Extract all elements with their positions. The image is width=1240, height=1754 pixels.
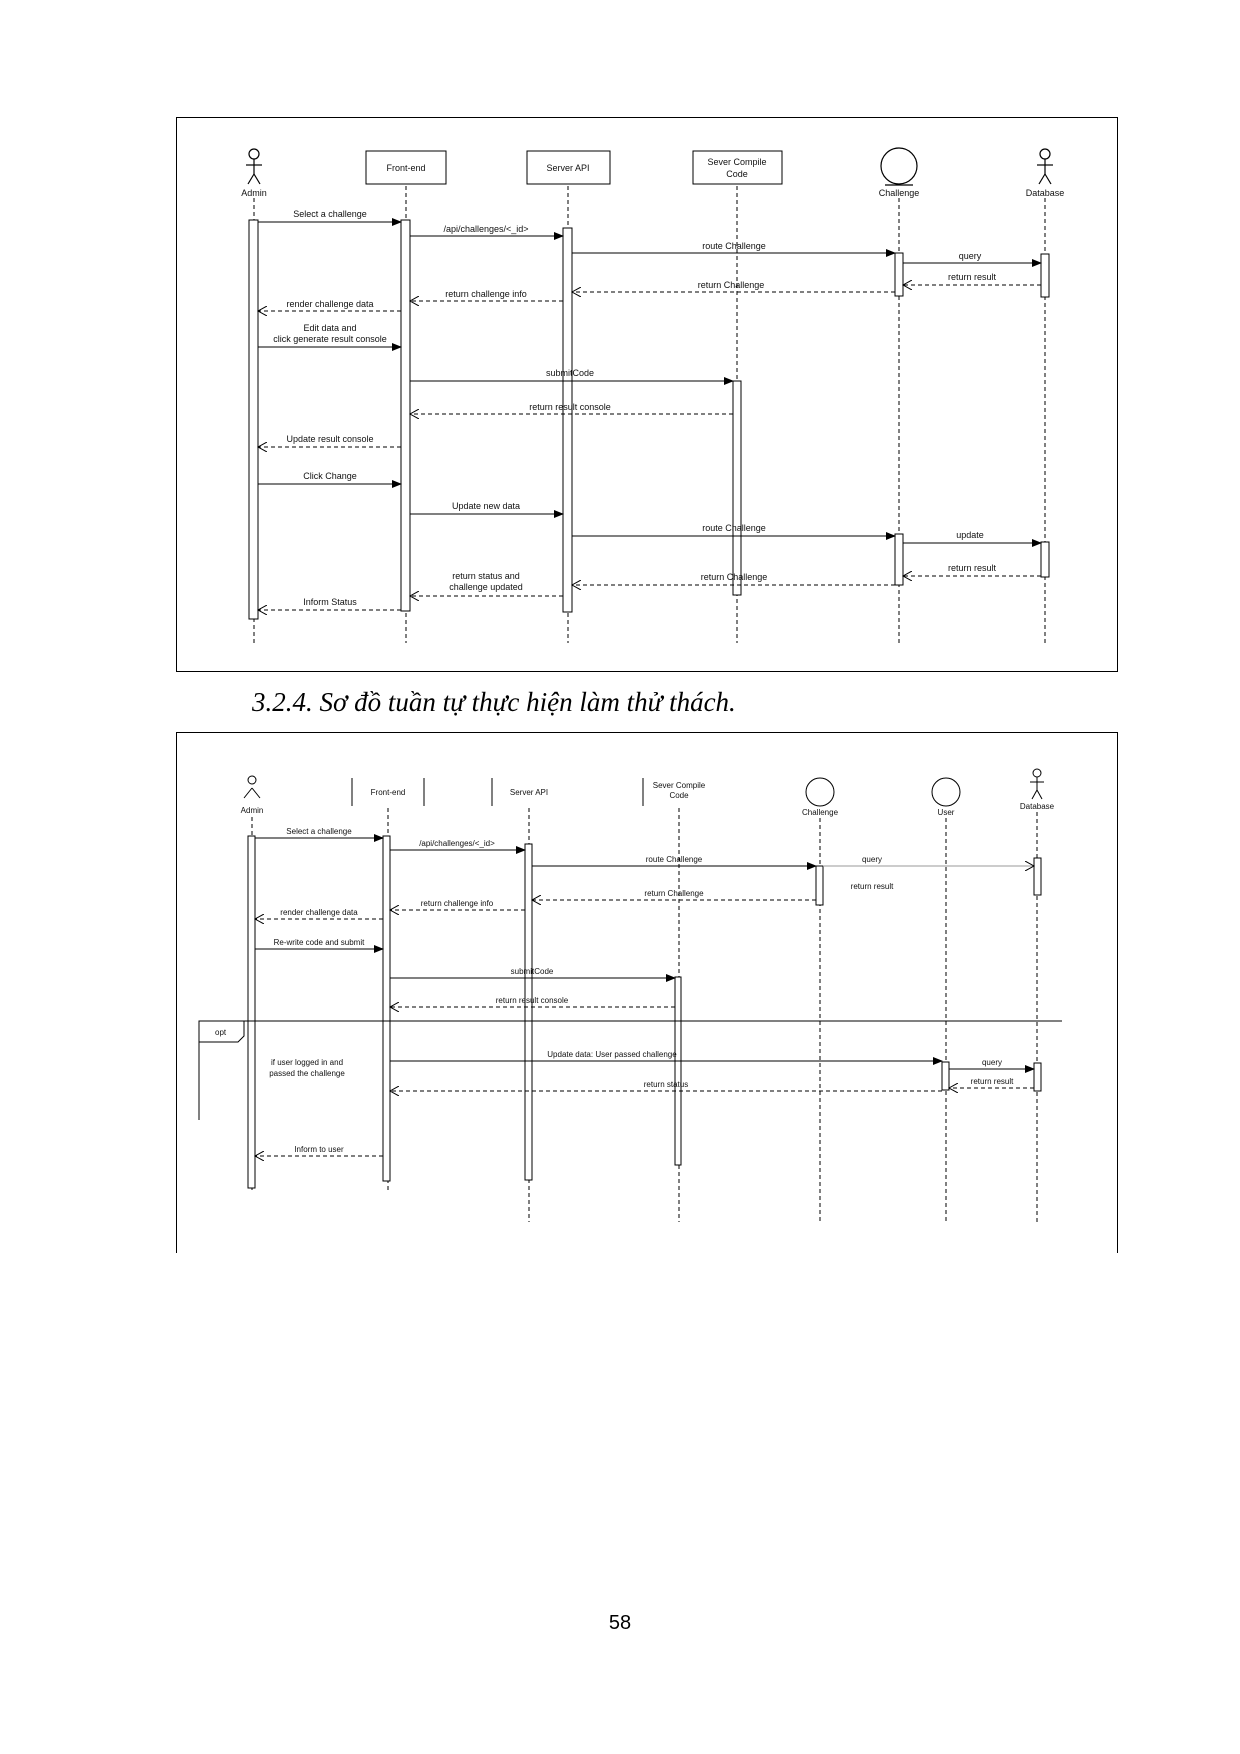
label-render-challenge-data: render challenge data <box>286 299 374 309</box>
participant-database-label-2: Database <box>1019 802 1055 811</box>
label2-render-challenge-data: render challenge data <box>280 908 358 917</box>
label-return-challenge: return Challenge <box>697 280 765 290</box>
participant-server-label-2: Server API <box>509 788 549 797</box>
label-update: update <box>956 530 984 540</box>
label-return-result: return result <box>947 272 997 282</box>
participant-admin-label: Admin <box>241 188 267 198</box>
label2-select-challenge: Select a challenge <box>286 827 352 836</box>
label2-submit-code: submitCode <box>510 967 554 976</box>
label2-return-status: return status <box>643 1080 689 1089</box>
label-edit-data-2: click generate result console <box>273 334 387 344</box>
label2-return-result: return result <box>850 882 894 891</box>
participant-compile-label-2: Code <box>726 169 748 179</box>
entity-challenge-icon-2 <box>806 778 834 806</box>
participant-compile-label-2b: Code <box>669 791 689 800</box>
participant-challenge-label: Challenge <box>878 188 920 198</box>
label-return-challenge-info: return challenge info <box>445 289 527 299</box>
activation-database-2b <box>1034 1063 1041 1091</box>
label-edit-data-1: Edit data and <box>303 323 357 333</box>
activation-admin-2 <box>248 836 255 1188</box>
activation-challenge-2 <box>816 866 823 905</box>
label-route-challenge-2: route Challenge <box>702 523 766 533</box>
fragment-guard-1: if user logged in and <box>270 1058 344 1067</box>
label2-query-user: query <box>981 1058 1003 1067</box>
label-query: query <box>958 251 982 261</box>
label2-return-challenge: return Challenge <box>644 889 704 898</box>
label-select-challenge: Select a challenge <box>293 209 367 219</box>
page-number: 58 <box>608 1612 632 1634</box>
actor-database-2 <box>1030 769 1044 799</box>
participant-server-label: Server API <box>546 163 590 173</box>
label-route-challenge: route Challenge <box>702 241 766 251</box>
participant-frontend-label: Front-end <box>386 163 426 173</box>
label-update-result-console: Update result console <box>286 434 374 444</box>
label2-route-challenge: route Challenge <box>645 855 703 864</box>
fragment-guard-2: passed the challenge <box>269 1069 345 1078</box>
label-return-challenge-2: return Challenge <box>700 572 768 582</box>
label-return-status-1: return status and <box>452 571 520 581</box>
label2-query: query <box>861 855 883 864</box>
label-return-status-2: challenge updated <box>449 582 523 592</box>
label-return-result-console: return result console <box>529 402 611 412</box>
label-click-change: Click Change <box>303 471 357 481</box>
label-return-result-2: return result <box>947 563 997 573</box>
label-update-new-data: Update new data <box>451 501 521 511</box>
activation-compile-2 <box>675 977 681 1165</box>
label2-return-result-console: return result console <box>495 996 569 1005</box>
participant-admin-label-2: Admin <box>240 806 264 815</box>
label-inform-status: Inform Status <box>303 597 357 607</box>
participant-user-label: User <box>937 808 955 817</box>
activation-frontend-2 <box>383 836 390 1181</box>
label2-update-data: Update data: User passed challenge <box>547 1050 677 1059</box>
label2-inform-user: Inform to user <box>294 1145 344 1154</box>
participant-frontend-label-2: Front-end <box>370 788 406 797</box>
label2-api-challenges: /api/challenges/<_id> <box>419 839 495 848</box>
participant-compile-label-2a: Sever Compile <box>652 781 706 790</box>
participant-database-label: Database <box>1025 188 1065 198</box>
activation-user-2 <box>942 1062 949 1090</box>
entity-user-icon <box>932 778 960 806</box>
label2-return-result-user: return result <box>970 1077 1014 1086</box>
label2-return-challenge-info: return challenge info <box>420 899 494 908</box>
participant-compile-label-1: Sever Compile <box>707 157 767 167</box>
label-api-challenges: /api/challenges/<_id> <box>443 224 529 234</box>
section-caption: 3.2.4. Sơ đồ tuần tự thực hiện làm thử thách. <box>252 687 736 717</box>
participant-challenge-label-2: Challenge <box>801 808 839 817</box>
activation-server-2 <box>525 844 532 1180</box>
label-submit-code: submitCode <box>545 368 595 378</box>
activation-database-2a <box>1034 858 1041 895</box>
label2-rewrite-code: Re-write code and submit <box>273 938 365 947</box>
fragment-opt-label: opt <box>215 1028 227 1037</box>
actor-admin-2 <box>244 776 260 798</box>
